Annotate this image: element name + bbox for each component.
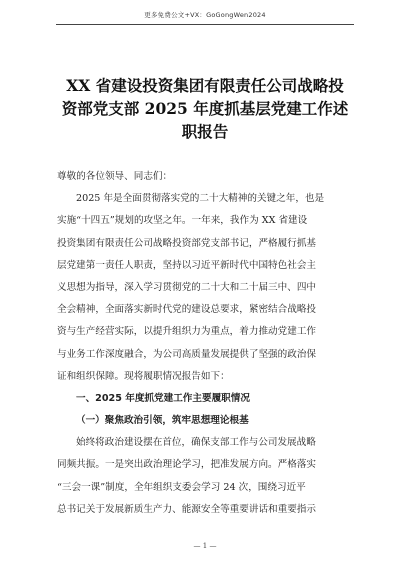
title-line: 职报告	[181, 122, 229, 141]
page-number: — 1 —	[193, 542, 217, 550]
body-line: 投资集团有限责任公司战略投资部党支部书记，严格履行抓基	[57, 237, 317, 249]
salutation: 尊敬的各位领导、同志们：	[57, 171, 173, 182]
body-line: 层党建第一责任人职责，坚持以习近平新时代中国特色社会主	[57, 259, 317, 271]
body-line: 同频共振。一是突出政治理论学习，把准发展方向。严格落实	[57, 459, 317, 471]
title-line: 资部党支部 2025 年度抓基层党建工作述	[61, 99, 349, 118]
body-line: 资与生产经营实际，以提升组织力为重点，着力推动党建工作	[57, 326, 317, 338]
body-line: 与业务工作深度融合，为公司高质量发展提供了坚强的政治保	[57, 348, 317, 360]
body-line: 全会精神，全面落实新时代党的建设总要求，紧密结合战略投	[57, 304, 317, 316]
header-note: 更多免费公文+VX：GoGongWen2024	[144, 11, 266, 19]
document-title	[60, 74, 350, 143]
subsection-heading: （一）聚焦政治引领，筑牢思想理论根基	[76, 415, 249, 427]
body-line: 义思想为指导，深入学习贯彻党的二十大和二十届三中、四中	[57, 281, 317, 293]
body-line: “三会一课”制度，全年组织支委会学习 24 次，围绕习近平	[57, 481, 306, 493]
body-line: 始终将政治建设摆在首位，确保支部工作与公司发展战略	[76, 437, 316, 449]
body-line: 总书记关于发展新质生产力、能源安全等重要讲话和重要指示	[57, 503, 317, 515]
header-divider	[56, 24, 354, 25]
document-body	[57, 166, 355, 521]
body-line: 证和组织保障。现将履职情况报告如下：	[57, 370, 230, 382]
body-line: 实施“十四五”规划的攻坚之年。一年来，我作为 XX 省建设	[57, 215, 308, 227]
section-heading: 一、2025 年度抓党建工作主要履职情况	[76, 392, 250, 404]
title-line: XX 省建设投资集团有限责任公司战略投	[66, 76, 344, 95]
body-line: 2025 年是全面贯彻落实党的二十大精神的关键之年，也是	[76, 193, 325, 205]
